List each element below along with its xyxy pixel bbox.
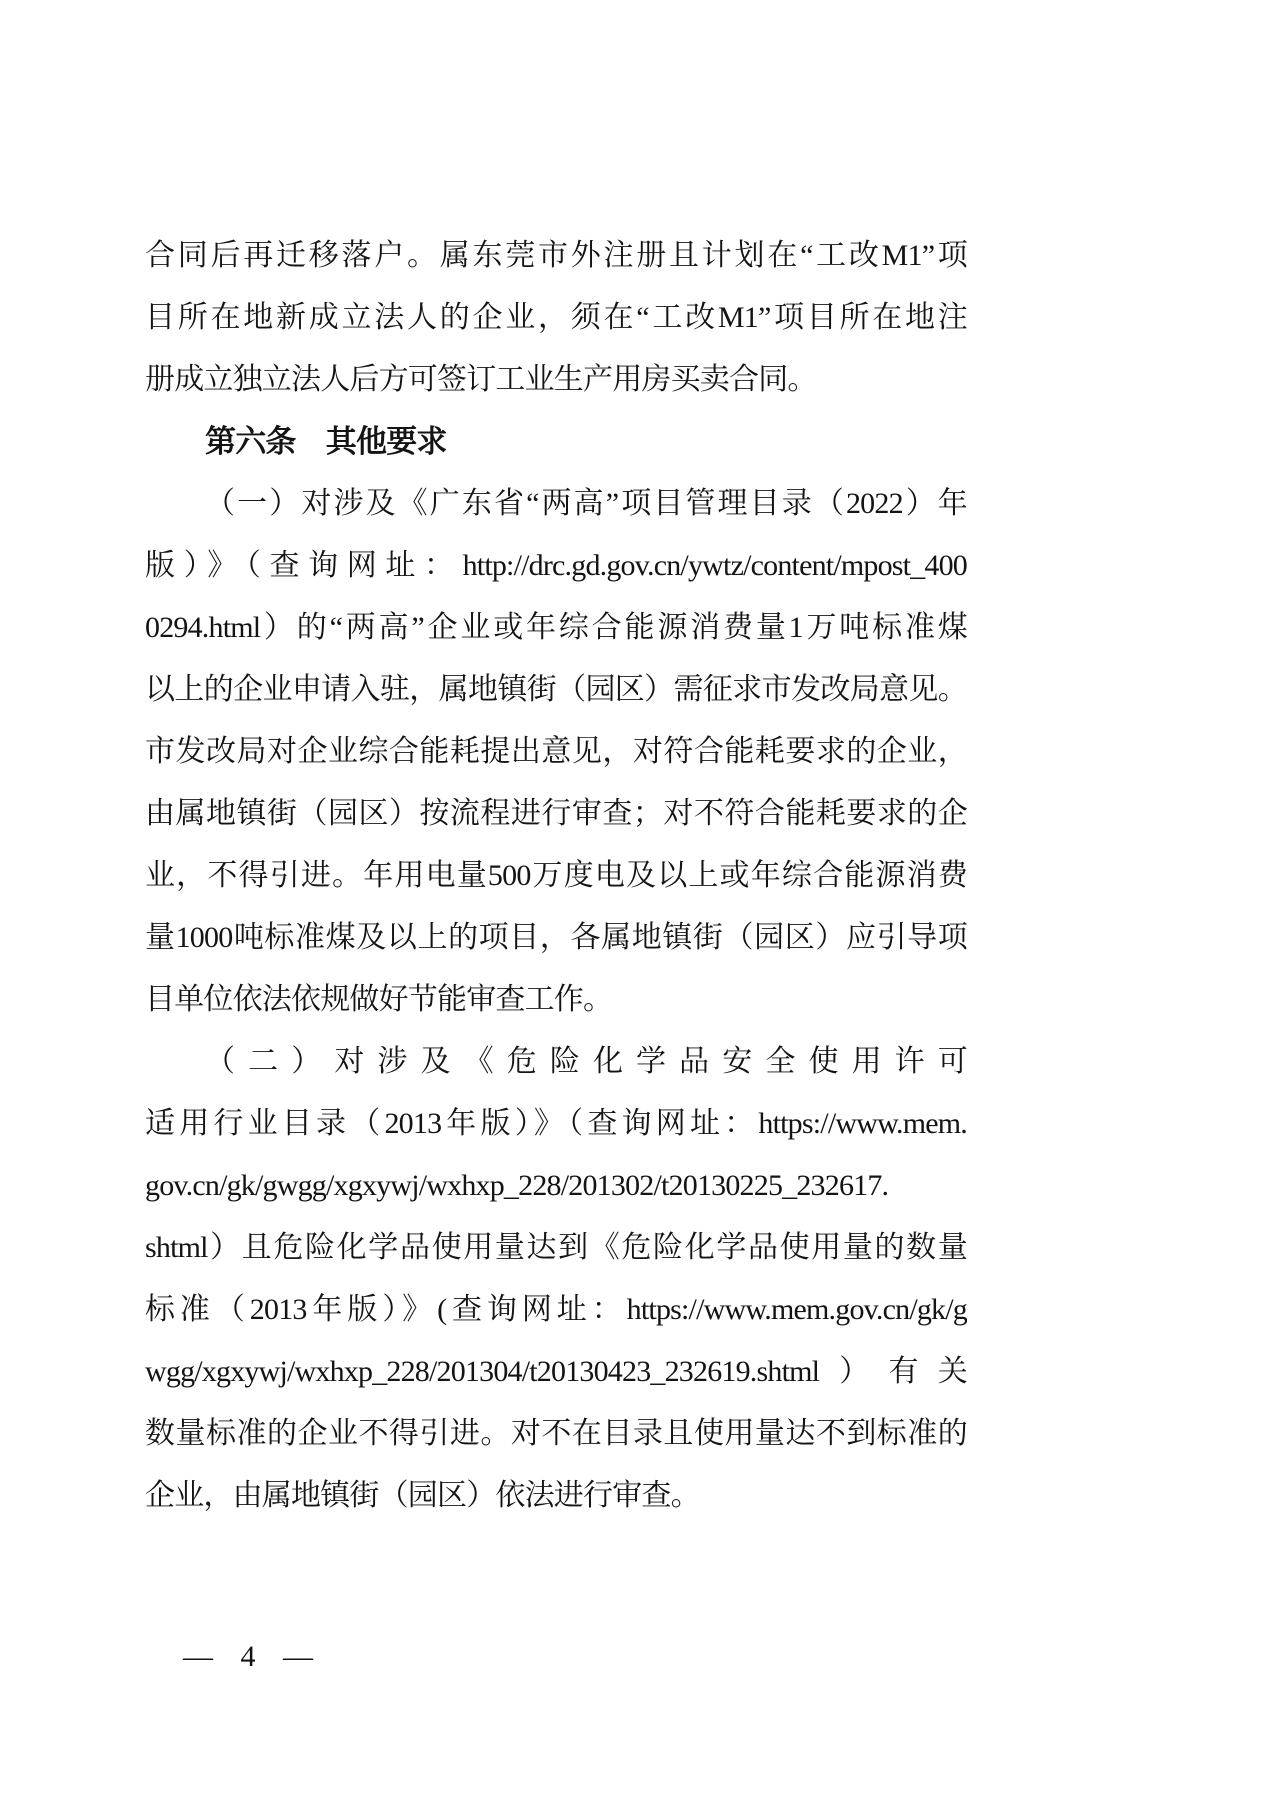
document-body	[145, 225, 967, 1527]
text-line: shtml）且危险化学品使用量达到《危险化学品使用量的数量	[145, 1231, 967, 1264]
text-line: 标准（2013年版）》(查询网址：https://www.mem.gov.cn/gk/g	[145, 1293, 967, 1326]
page-number: — 4 —	[183, 1640, 315, 1673]
text-line: 目单位依法依规做好节能审查工作。	[145, 983, 613, 1016]
text-line: 数量标准的企业不得引进。对不在目录且使用量达不到标准的	[145, 1417, 967, 1450]
text-line: （一）对涉及《广东省“两高”项目管理目录（2022）年	[205, 487, 967, 520]
text-line: 适用行业目录（2013年版）》（查询网址：https://www.mem.	[145, 1107, 967, 1140]
text-line: 业，不得引进。年用电量500万度电及以上或年综合能源消费	[145, 859, 967, 892]
text-line: 版）》（查询网址：http://drc.gd.gov.cn/ywtz/content/mpost_400	[145, 549, 967, 582]
text-line: 0294.html）的“两高”企业或年综合能源消费量1万吨标准煤	[145, 611, 967, 644]
text-line: 册成立独立法人后方可签订工业生产用房买卖合同。	[145, 363, 817, 396]
text-line: 以上的企业申请入驻，属地镇街（园区）需征求市发改局意见。	[145, 673, 967, 706]
text-line: wgg/xgxywj/wxhxp_228/201304/t20130423_232619.shtml）有关	[145, 1355, 967, 1388]
section-heading: 第六条 其他要求	[205, 424, 447, 459]
text-line: 目所在地新成立法人的企业，须在“工改M1”项目所在地注	[145, 301, 967, 334]
text-line: 市发改局对企业综合能耗提出意见，对符合能耗要求的企业，	[145, 735, 967, 768]
text-line: gov.cn/gk/gwgg/xgxywj/wxhxp_228/201302/t20130225_232617.	[145, 1169, 889, 1202]
text-line: 合同后再迁移落户。属东莞市外注册且计划在“工改M1”项	[145, 239, 967, 272]
text-line: 由属地镇街（园区）按流程进行审查；对不符合能耗要求的企	[145, 797, 967, 830]
text-line: 量1000吨标准煤及以上的项目，各属地镇街（园区）应引导项	[145, 921, 967, 954]
text-line: （二）对涉及《危险化学品安全使用许可	[205, 1045, 967, 1078]
text-line: 企业，由属地镇街（园区）依法进行审查。	[145, 1479, 700, 1512]
